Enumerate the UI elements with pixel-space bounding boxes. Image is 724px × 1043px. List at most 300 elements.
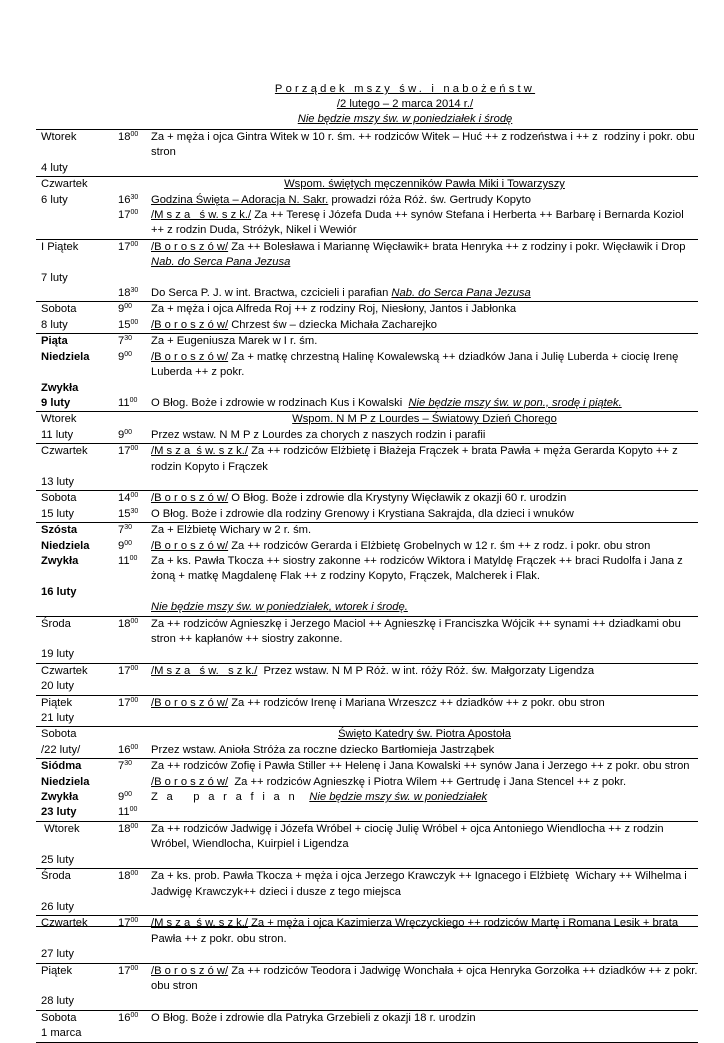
intention-text: O Błog. Boże i zdrowie w rodzinach Kus i Kowalski — [151, 396, 409, 409]
intention-cell — [151, 271, 698, 286]
day-cell: Sobota — [36, 1010, 118, 1026]
intention-text: Za + męża i ojca Alfreda Roj ++ z rodziny Roj, Niesłony, Jantos i Jabłonka — [151, 303, 517, 316]
time-hour: 17 — [118, 664, 131, 677]
schedule-row — [36, 821, 698, 852]
time-minutes: 00 — [130, 743, 139, 751]
intention-cell — [151, 161, 698, 177]
schedule-row — [36, 805, 698, 821]
intention-emphasis: Wspom. świętych męczenników Pawła Miki i Towarzyszy — [284, 178, 565, 191]
intention-text: Za + Eugeniusza Marek w I r. śm. — [151, 335, 318, 348]
intention-text: Za ++ rodziców Elżbietę i Błażeja Frączek + brata Pawła + męża Gerarda Kopyto ++ z rodzin Kopyto i Frączek — [151, 445, 681, 473]
intention-cell — [151, 507, 698, 523]
time-cell — [118, 475, 151, 491]
intention-text: Za + ks. Pawła Tkocza ++ siostry zakonne ++ rodziców Wiktora i Matyldę Frączek ++ braci Rudolfa i Jana z żoną + matkę Magdalenę Flak ++ z rodziny Kopyto, Frączek, Malcherek i Flak. — [151, 554, 686, 583]
intention-emphasis: /M s z a ś w. s z k./ — [151, 209, 252, 222]
schedule-row — [36, 679, 698, 695]
day-cell: Środa — [36, 869, 118, 900]
time-minutes: 00 — [129, 554, 138, 562]
intention-emphasis: Nie będzie mszy św. w poniedziałek — [309, 791, 488, 804]
intention-emphasis: Nab. do Serca Pana Jezusa — [151, 256, 291, 269]
schedule-title: Porządek mszy św. i nabożeństw — [274, 83, 536, 95]
intention-text: Za ++ rodziców Agnieszkę i Piotra Wilem ++ Gertrudę i Jana Stencel ++ z pokr. — [228, 775, 627, 788]
time-hour: 18 — [118, 822, 131, 835]
day-cell — [36, 286, 118, 302]
time-minutes: 00 — [130, 240, 139, 248]
schedule-row — [36, 853, 698, 869]
intention-text: prowadzi róża Róż. św. Gertrudy Kopyto — [328, 193, 531, 206]
schedule-row — [36, 193, 698, 208]
time-cell — [118, 302, 151, 318]
schedule-row — [36, 900, 698, 916]
intention-cell — [151, 239, 698, 270]
time-hour: 17 — [118, 696, 131, 709]
schedule-dates: /2 lutego – 2 marca 2014 r./ — [336, 98, 474, 110]
time-cell — [118, 177, 151, 193]
time-cell — [118, 428, 151, 444]
time-cell — [118, 853, 151, 869]
time-cell — [118, 711, 151, 727]
intention-cell — [151, 523, 698, 539]
intention-emphasis: /B o r o s z ó w/ — [151, 350, 229, 363]
schedule-row — [36, 130, 698, 161]
intention-text: Za + męża i ojca Gintra Witek w 10 r. śm. ++ rodziców Witek – Huć ++ z rodzeństwa i ++ z rodziny i pokr. obu stron — [151, 131, 698, 159]
intention-text: Za ++ Bolesława i Mariannę Więcławik+ brata Henryka ++ z rodziny i pokr. Więcławik i Drop — [228, 240, 689, 253]
time-hour: 11 — [118, 554, 130, 567]
time-minutes: 00 — [130, 917, 139, 925]
day-cell: 1 marca — [36, 1026, 118, 1042]
time-minutes: 30 — [130, 287, 139, 295]
schedule-row — [36, 161, 698, 177]
intention-cell — [151, 616, 698, 647]
schedule-row — [36, 743, 698, 759]
time-hour: 15 — [118, 318, 131, 331]
time-hour: 15 — [118, 507, 131, 520]
intention-text: Za + ks. prob. Pawła Tkocza + męża i ojca Jerzego Krawczyk ++ Ignacego i Elżbietę Wichary ++ Wilhelma i Jadwigę Krawczyk++ dzieci i dusze z tego miejsca — [151, 870, 690, 898]
schedule-row — [36, 350, 698, 381]
intention-cell — [151, 286, 698, 302]
day-cell: 7 luty — [41, 271, 68, 284]
day-cell: Czwartek — [36, 444, 118, 475]
time-cell — [118, 507, 151, 523]
page-header — [150, 82, 660, 127]
intention-emphasis: /M s z a ś w. s z k./ — [151, 664, 258, 677]
intention-cell — [151, 1026, 698, 1042]
time-hour: 17 — [118, 209, 131, 222]
day-cell: I Piątek — [36, 239, 118, 270]
time-minutes: 00 — [124, 428, 133, 436]
schedule-row — [36, 334, 698, 350]
intention-cell — [151, 539, 698, 554]
time-minutes: 00 — [130, 664, 139, 672]
day-cell: 6 luty — [41, 193, 68, 206]
intention-emphasis: /B o r o s z ó w/ — [151, 964, 229, 977]
day-cell: 19 luty — [41, 648, 74, 661]
intention-emphasis: /B o r o s z ó w/ — [151, 240, 229, 253]
intention-cell — [151, 381, 698, 396]
schedule-row — [36, 177, 698, 193]
intention-cell — [151, 444, 698, 475]
intention-cell — [151, 585, 698, 600]
schedule-row — [36, 286, 698, 302]
day-cell: 11 luty — [41, 428, 74, 441]
intention-cell — [151, 193, 698, 208]
time-cell — [118, 286, 151, 302]
time-hour: 18 — [118, 131, 131, 143]
intention-text: O Błog. Boże i zdrowie dla Patryka Grzebieli z okazji 18 r. urodzin — [151, 1011, 476, 1024]
intention-cell — [151, 695, 698, 711]
intention-text: Za ++ rodziców Agnieszkę i Jerzego Maciol ++ Agnieszkę i Franciszka Wójcik ++ synami ++ dziadkami obu stron ++ kapłanów ++ siostry zakonne. — [151, 617, 684, 645]
time-minutes: 00 — [130, 1011, 139, 1019]
time-cell — [118, 193, 151, 208]
time-cell — [118, 412, 151, 428]
day-cell: 27 luty — [41, 948, 74, 961]
day-cell: 20 luty — [41, 680, 74, 693]
intention-text: O Błog. Boże i zdrowie dla rodziny Grenowy i Krystiana Sakrajda, dla dzieci i wnuków — [151, 507, 574, 520]
time-minutes: 00 — [130, 617, 139, 625]
time-cell — [118, 963, 151, 994]
intention-text: Chrzest św – dziecka Michała Zacharejko — [228, 318, 438, 331]
time-hour: 17 — [118, 917, 131, 930]
day-cell: Sobota — [36, 302, 118, 318]
intention-cell — [151, 177, 698, 193]
day-cell: 28 luty — [41, 995, 74, 1008]
time-cell — [118, 271, 151, 286]
day-cell: /22 luty/ — [41, 743, 81, 756]
intention-text: Przez wstaw. Anioła Stróża za roczne dziecko Bartłomieja Jastrząbek — [151, 743, 495, 756]
schedule-row — [36, 916, 698, 947]
schedule-row — [36, 539, 698, 554]
day-cell: Wtorek — [36, 412, 118, 428]
intention-text: Za ++ rodziców Gerarda i Elżbietę Grobelnych w 12 r. śm ++ z rodz. i pokr. obu stron — [228, 539, 651, 552]
intention-text: Za ++ Teresę i Józefa Duda ++ synów Stefana i Herberta ++ Barbarę i Bernarda Koziol ++ z rodzin Duda, Stróżyk, Nikel i Wewiór — [151, 209, 687, 237]
day-cell: Sobota — [36, 491, 118, 507]
schedule-row — [36, 775, 698, 790]
intention-emphasis: Nie będzie mszy św. w pon., srodę i piątek. — [408, 396, 622, 409]
day-cell: Piątek — [36, 963, 118, 994]
day-cell: Zwykła — [41, 554, 79, 567]
schedule-row — [36, 711, 698, 727]
time-cell — [118, 444, 151, 475]
intention-cell — [151, 821, 698, 852]
intention-emphasis: Wspom. N M P z Lourdes – Światowy Dzień Chorego — [292, 413, 557, 426]
schedule-row — [36, 1026, 698, 1042]
time-cell — [118, 1010, 151, 1026]
time-minutes: 00 — [130, 318, 139, 326]
time-minutes: 00 — [124, 791, 133, 799]
time-hour: 16 — [118, 193, 131, 206]
intention-cell — [151, 994, 698, 1010]
time-minutes: 30 — [124, 760, 133, 768]
day-cell: 13 luty — [41, 475, 74, 488]
intention-cell — [151, 805, 698, 821]
day-cell: Szósta — [36, 523, 118, 539]
day-cell: 4 luty — [41, 161, 68, 174]
intention-cell — [151, 853, 698, 869]
intention-text: O Błog. Boże i zdrowie dla Krystyny Więcławik z okazji 60 r. urodzin — [228, 492, 567, 505]
intention-cell — [151, 491, 698, 507]
time-minutes: 00 — [130, 209, 139, 217]
intention-cell — [151, 963, 701, 994]
intention-text: Za + matkę chrzestną Halinę Kowalewską ++ dziadków Jana i Julię Luberda + ciocię Irenę Luberda ++ z pokr. — [151, 350, 682, 379]
day-cell: 23 luty — [41, 806, 77, 819]
intention-cell — [151, 647, 698, 663]
schedule-row — [36, 963, 698, 994]
time-hour: 11 — [118, 806, 130, 819]
day-cell: Zwykła — [41, 381, 79, 394]
intention-emphasis: /B o r o s z ó w/ — [151, 696, 229, 709]
time-minutes: 30 — [130, 193, 139, 201]
time-cell — [118, 334, 151, 350]
day-cell: Zwykła — [41, 791, 79, 804]
time-minutes: 00 — [130, 696, 139, 704]
time-hour: 17 — [118, 445, 131, 458]
time-hour: 18 — [118, 287, 131, 300]
intention-emphasis: /M s z a ś w. s z k./ — [151, 917, 248, 930]
time-hour: 11 — [118, 396, 130, 409]
intention-emphasis: /B o r o s z ó w/ — [151, 539, 229, 552]
intention-cell — [151, 396, 698, 412]
intention-cell — [151, 475, 698, 491]
time-minutes: 00 — [124, 539, 133, 547]
intention-cell — [151, 869, 698, 900]
intention-cell — [151, 743, 698, 759]
intention-text: Za ++ rodziców Irenę i Mariana Wrzeszcz ++ dziadków ++ z pokr. obu stron — [228, 696, 605, 709]
schedule-row — [36, 302, 698, 318]
time-cell — [118, 161, 151, 177]
day-cell: 26 luty — [41, 900, 74, 913]
time-minutes: 30 — [124, 335, 133, 343]
time-cell — [118, 663, 151, 679]
day-cell: 15 luty — [41, 507, 74, 520]
time-cell — [118, 775, 151, 790]
time-cell — [118, 947, 151, 963]
intention-cell — [151, 428, 698, 444]
intention-cell — [151, 790, 698, 805]
intention-emphasis: /B o r o s z ó w/ — [151, 318, 229, 331]
intention-cell — [151, 208, 698, 239]
schedule-row — [36, 396, 698, 412]
time-minutes: 00 — [129, 806, 138, 814]
intention-cell — [151, 412, 698, 428]
intention-emphasis: Nie będzie mszy św. w poniedziałek, wtorek i środę. — [151, 601, 408, 614]
schedule-row — [36, 412, 698, 428]
time-cell — [118, 994, 151, 1010]
schedule-row — [36, 1010, 698, 1026]
time-cell — [118, 396, 151, 412]
time-minutes: 00 — [124, 350, 133, 358]
time-minutes: 00 — [130, 822, 139, 830]
schedule-row — [36, 790, 698, 805]
day-cell: 9 luty — [41, 396, 71, 409]
schedule-row — [36, 663, 698, 679]
intention-cell — [151, 775, 698, 790]
time-hour: 16 — [118, 743, 131, 756]
time-cell — [118, 805, 151, 821]
day-cell — [36, 600, 118, 616]
intention-emphasis: Godzina Święta – Adoracja N. Sakr. — [151, 193, 329, 206]
time-cell — [118, 381, 151, 396]
time-minutes: 00 — [129, 396, 138, 404]
intention-cell — [151, 947, 698, 963]
day-cell: 8 luty — [41, 318, 68, 331]
day-cell: 16 luty — [41, 585, 77, 598]
time-minutes: 00 — [124, 303, 133, 311]
time-hour: 16 — [118, 1011, 131, 1024]
intention-cell — [151, 130, 698, 161]
day-cell: Piątek — [36, 695, 118, 711]
schedule-row — [36, 444, 698, 475]
schedule-row — [36, 271, 698, 286]
day-cell: Czwartek — [36, 916, 118, 947]
schedule-row — [36, 475, 698, 491]
time-hour: 17 — [118, 240, 131, 253]
schedule-row — [36, 523, 698, 539]
time-cell — [118, 350, 151, 381]
time-minutes: 00 — [130, 492, 139, 500]
intention-cell — [151, 711, 698, 727]
time-cell — [118, 491, 151, 507]
schedule-row — [36, 428, 698, 444]
intention-cell — [151, 916, 698, 947]
time-hour: 18 — [118, 617, 131, 630]
day-cell: Niedziela — [41, 350, 90, 363]
intention-text: Za + męża i ojca Kazimierza Wręczyckiego ++ rodziców Martę i Romana Lesik + brata Pawła ++ z pokr. obu stron. — [151, 917, 682, 945]
footer-divider — [36, 926, 698, 927]
day-cell: Niedziela — [41, 539, 90, 552]
day-cell: Czwartek — [36, 663, 118, 679]
schedule-row — [36, 616, 698, 647]
schedule-row — [36, 318, 698, 334]
day-cell: Wtorek — [36, 130, 118, 161]
time-minutes: 00 — [130, 131, 139, 138]
day-cell: 25 luty — [41, 853, 74, 866]
time-cell — [118, 554, 151, 585]
schedule-note: Nie będzie mszy św. w poniedziałek i środę — [297, 113, 513, 125]
mass-schedule-table — [36, 129, 701, 1043]
time-cell — [118, 679, 151, 695]
intention-cell — [151, 727, 698, 743]
intention-text: Za ++ rodziców Jadwigę i Józefa Wróbel + ciocię Julię Wróbel + ojca Antoniego Wiendlocha ++ z rodzin Wróbel, Wiendlocha, Kuirpiel i Ligendza — [151, 822, 667, 851]
time-cell — [118, 900, 151, 916]
schedule-row — [36, 869, 698, 900]
intention-text: Przez wstaw. N M P Róż. w int. róży Róż. św. Małgorzaty Ligendza — [257, 664, 595, 677]
intention-cell — [151, 554, 698, 585]
time-cell — [118, 695, 151, 711]
time-cell — [118, 916, 151, 947]
schedule-row — [36, 507, 698, 523]
time-cell — [118, 600, 151, 616]
time-hour: 9 — [118, 428, 125, 441]
time-cell — [118, 616, 151, 647]
schedule-row — [36, 695, 698, 711]
day-cell: Środa — [36, 616, 118, 647]
time-hour: 7 — [118, 760, 125, 773]
time-cell — [118, 523, 151, 539]
time-hour: 14 — [118, 492, 131, 505]
schedule-row — [36, 947, 698, 963]
schedule-row — [36, 491, 698, 507]
day-cell: Piąta — [36, 334, 118, 350]
schedule-row — [36, 585, 698, 600]
time-cell — [118, 821, 151, 852]
schedule-row — [36, 208, 698, 239]
time-cell — [118, 869, 151, 900]
time-cell — [118, 585, 151, 600]
intention-emphasis: /M s z a ś w. s z k./ — [151, 445, 248, 458]
time-hour: 9 — [118, 350, 125, 363]
schedule-row — [36, 554, 698, 585]
intention-cell — [151, 1010, 698, 1026]
intention-text: Za ++ rodziców Teodora i Jadwigę Wonchała + ojca Henryka Gorzołka ++ dziadków ++ z pokr. obu stron — [151, 964, 701, 992]
time-cell — [118, 743, 151, 759]
time-cell — [118, 130, 151, 161]
intention-emphasis: Nab. do Serca Pana Jezusa — [391, 287, 531, 300]
intention-cell — [151, 600, 698, 616]
intention-emphasis: /B o r o s z ó w/ — [151, 775, 229, 788]
time-cell — [118, 647, 151, 663]
intention-text: Do Serca P. J. w int. Bractwa, czcicieli i parafian — [151, 287, 392, 300]
intention-cell — [151, 663, 698, 679]
schedule-row — [36, 759, 698, 775]
time-cell — [118, 1026, 151, 1042]
intention-cell — [151, 334, 698, 350]
time-hour: 7 — [118, 335, 125, 348]
time-minutes: 00 — [130, 964, 139, 972]
time-cell — [118, 539, 151, 554]
intention-text: Z a p a r a f i a n — [151, 791, 310, 804]
time-cell — [118, 790, 151, 805]
time-hour: 9 — [118, 539, 125, 552]
intention-cell — [151, 318, 698, 334]
schedule-row — [36, 600, 698, 616]
intention-emphasis: Święto Katedry św. Piotra Apostoła — [338, 728, 511, 741]
day-cell: Siódma — [36, 759, 118, 775]
day-cell: Sobota — [36, 727, 118, 743]
intention-emphasis: /B o r o s z ó w/ — [151, 492, 229, 505]
intention-cell — [151, 302, 698, 318]
schedule-row — [36, 994, 698, 1010]
day-cell: Wtorek — [36, 821, 118, 852]
schedule-row — [36, 381, 698, 396]
time-cell — [118, 759, 151, 775]
time-minutes: 00 — [130, 445, 139, 453]
intention-text: Za ++ rodziców Zofię i Pawła Stiller ++ Helenę i Jana Kowalski ++ synów Jana i Jerzego ++ z pokr. obu stron — [151, 760, 690, 773]
time-minutes: 00 — [130, 870, 139, 878]
intention-text: Przez wstaw. N M P z Lourdes za chorych z naszych rodzin i parafii — [151, 428, 486, 441]
day-cell: 21 luty — [41, 712, 74, 725]
time-cell — [118, 239, 151, 270]
time-minutes: 30 — [124, 524, 133, 532]
time-cell — [118, 318, 151, 334]
schedule-row — [36, 647, 698, 663]
schedule-row — [36, 727, 698, 743]
intention-cell — [151, 679, 698, 695]
intention-text: Za + Elżbietę Wichary w 2 r. śm. — [151, 524, 312, 537]
time-hour: 17 — [118, 964, 131, 977]
day-cell: Niedziela — [41, 775, 90, 788]
time-cell — [118, 208, 151, 239]
intention-cell — [151, 350, 698, 381]
intention-cell — [151, 900, 698, 916]
intention-cell — [151, 759, 698, 775]
time-hour: 9 — [118, 791, 125, 804]
time-hour: 9 — [118, 303, 125, 316]
day-cell: Czwartek — [36, 177, 118, 193]
time-cell — [118, 727, 151, 743]
time-minutes: 30 — [130, 507, 139, 515]
schedule-row — [36, 239, 698, 270]
day-cell — [36, 208, 118, 239]
